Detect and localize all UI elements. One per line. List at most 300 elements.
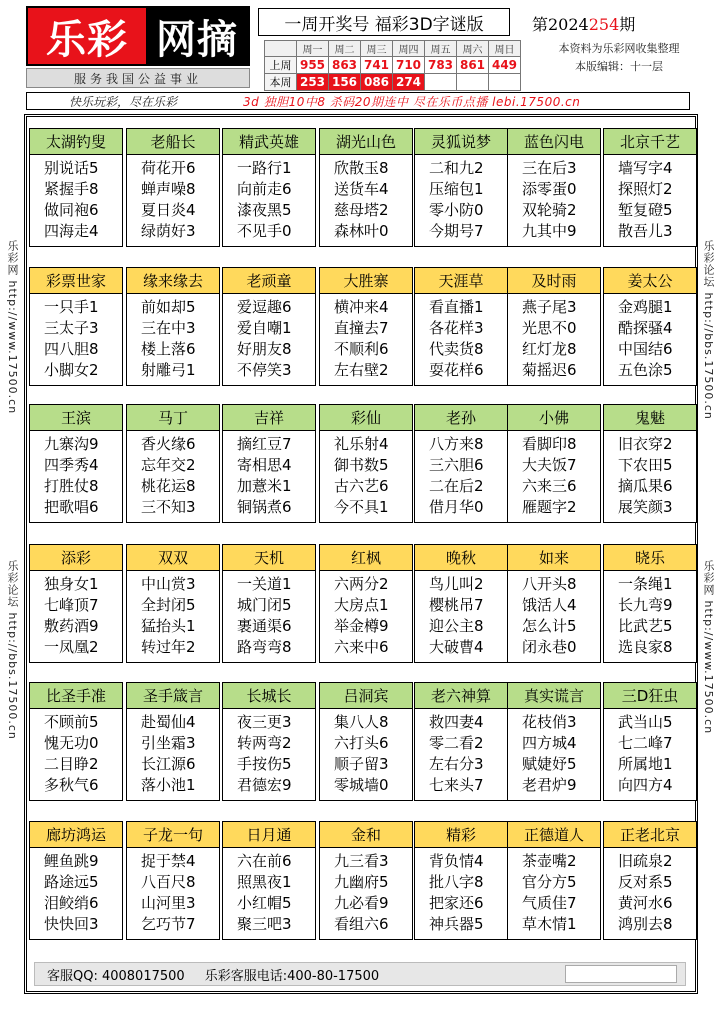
riddle-line: 八方来8: [429, 435, 484, 453]
day-header: 周二: [329, 41, 361, 57]
riddle-card-title: 真实谎言: [508, 683, 600, 709]
day-header: 周四: [393, 41, 425, 57]
riddle-line: 老君炉9: [522, 776, 577, 794]
riddle-card-items: [508, 571, 600, 658]
footer-phone: 乐彩客服电话:400-80-17500: [204, 968, 380, 984]
riddle-line: 裹通渠6: [237, 617, 292, 635]
riddle-card-title: 马丁: [127, 405, 219, 431]
riddle-card-title: 太湖钓叟: [30, 129, 122, 155]
riddle-card: [126, 404, 220, 523]
riddle-card: [319, 544, 413, 663]
riddle-line: 向四方4: [618, 776, 673, 794]
riddle-line: 不顺利6: [334, 340, 389, 358]
riddle-card-items: [604, 155, 696, 242]
riddle-card-title: 比圣手准: [30, 683, 122, 709]
riddle-line: 爱自嘲1: [237, 319, 292, 337]
riddle-card-title: 长城长: [223, 683, 315, 709]
riddle-line: 展笑颜3: [618, 498, 673, 516]
riddle-line: 六来中6: [334, 638, 389, 656]
riddle-card: [603, 404, 697, 523]
riddle-line: 楼上落6: [141, 340, 196, 358]
riddle-card-title: 鬼魅: [604, 405, 696, 431]
riddle-card: [414, 821, 508, 940]
riddle-line: 零城墙0: [334, 776, 389, 794]
riddle-card-title: 老船长: [127, 129, 219, 155]
riddle-line: 山河里3: [141, 894, 196, 912]
riddle-line: 不顾前5: [44, 713, 99, 731]
riddle-line: 背负情4: [429, 852, 484, 870]
riddle-line: 小脚女2: [44, 361, 99, 379]
riddle-card-items: [508, 431, 600, 518]
draw-number: 710: [393, 57, 425, 74]
riddle-card-items: [127, 431, 219, 518]
riddle-line: 迎公主8: [429, 617, 484, 635]
riddle-line: 批八字8: [429, 873, 484, 891]
riddle-card: [319, 128, 413, 247]
riddle-card-title: 子龙一句: [127, 822, 219, 848]
riddle-card-items: [415, 294, 507, 381]
footer-blank-box: [565, 965, 677, 983]
riddle-card-items: [320, 431, 412, 518]
riddle-card-items: [415, 709, 507, 796]
riddle-card-title: 王滨: [30, 405, 122, 431]
riddle-card-title: 蓝色闪电: [508, 129, 600, 155]
riddle-card-items: [30, 294, 122, 381]
riddle-line: 大破曹4: [429, 638, 484, 656]
riddle-line: 茶壶嘴2: [522, 852, 577, 870]
issue-number: [532, 12, 682, 35]
banner-promo-link[interactable]: 3d 独胆10中8 杀码20期连中 尽在乐币点播 lebi.17500.cn: [243, 94, 581, 109]
draw-number: 086: [361, 74, 393, 91]
riddle-card-items: [127, 571, 219, 658]
riddle-line: 二在后2: [429, 477, 484, 495]
riddle-card: [603, 128, 697, 247]
riddle-line: 快快回3: [44, 915, 99, 933]
riddle-card: [603, 544, 697, 663]
riddle-card-title: 双双: [127, 545, 219, 571]
riddle-line: 捉于禁4: [141, 852, 196, 870]
riddle-card-items: [604, 431, 696, 518]
riddle-line: 六打头6: [334, 734, 389, 752]
riddle-line: 直撞去7: [334, 319, 389, 337]
riddle-line: 探照灯2: [618, 180, 673, 198]
banner: [26, 92, 690, 110]
riddle-line: 堑复磴5: [618, 201, 673, 219]
riddle-line: 路途远5: [44, 873, 99, 891]
riddle-card: [222, 128, 316, 247]
riddle-line: 闭永巷0: [522, 638, 577, 656]
riddle-card: [414, 267, 508, 386]
riddle-line: 添零蛋0: [522, 180, 577, 198]
riddle-line: 一路行1: [237, 159, 292, 177]
riddle-line: 长江源6: [141, 755, 196, 773]
source-note: 本资料为乐彩网收集整理: [558, 42, 680, 55]
riddle-line: 落小池1: [141, 776, 196, 794]
riddle-card-title: 姜太公: [604, 268, 696, 294]
riddle-line: 三在后3: [522, 159, 577, 177]
slogan: 服务我国公益事业: [26, 68, 250, 88]
side-text-left-top[interactable]: 乐彩网 http://www.17500.cn: [6, 240, 19, 415]
draw-number: [489, 74, 521, 91]
riddle-line: 看组六6: [334, 915, 389, 933]
editor-note: 本版编辑：十一层: [575, 60, 663, 73]
riddle-line: 零小防0: [429, 201, 484, 219]
riddle-line: 气质佳7: [522, 894, 577, 912]
riddle-card: [222, 267, 316, 386]
draw-number: 274: [393, 74, 425, 91]
riddle-line: 鸿別去8: [618, 915, 673, 933]
riddle-line: 引坐霜3: [141, 734, 196, 752]
riddle-card: [603, 821, 697, 940]
riddle-card-title: 金和: [320, 822, 412, 848]
riddle-card-title: 老孙: [415, 405, 507, 431]
this-week-label: 本周: [265, 74, 297, 91]
riddle-line: 不停笑3: [237, 361, 292, 379]
riddle-line: 九三看3: [334, 852, 389, 870]
riddle-line: 九寨沟9: [44, 435, 99, 453]
riddle-card-items: [320, 709, 412, 796]
day-header: 周五: [425, 41, 457, 57]
riddle-card-title: 老顽童: [223, 268, 315, 294]
riddle-card: [126, 544, 220, 663]
riddle-line: 七来头7: [429, 776, 484, 794]
riddle-card-title: 灵狐说梦: [415, 129, 507, 155]
riddle-card-items: [508, 848, 600, 935]
riddle-line: 前如却5: [141, 298, 196, 316]
riddle-card-items: [127, 848, 219, 935]
riddle-line: 光思不0: [522, 319, 577, 337]
riddle-card-title: 天机: [223, 545, 315, 571]
riddle-line: 横冲来4: [334, 298, 389, 316]
riddle-card: [222, 682, 316, 801]
riddle-line: 旧疏泉2: [618, 852, 673, 870]
riddle-card-items: [127, 294, 219, 381]
riddle-card-title: 彩仙: [320, 405, 412, 431]
riddle-line: 武当山5: [618, 713, 673, 731]
riddle-card-items: [223, 294, 315, 381]
riddle-card: [126, 128, 220, 247]
riddle-card-title: 如来: [508, 545, 600, 571]
riddle-line: 九其中9: [522, 222, 577, 240]
riddle-line: 二目睁2: [44, 755, 99, 773]
riddle-line: 双轮骑2: [522, 201, 577, 219]
riddle-card: [126, 267, 220, 386]
riddle-card-title: 精武英雄: [223, 129, 315, 155]
riddle-line: 零二看2: [429, 734, 484, 752]
draw-number: 449: [489, 57, 521, 74]
riddle-card-items: [320, 848, 412, 935]
riddle-card-title: 及时雨: [508, 268, 600, 294]
riddle-line: 选良家8: [618, 638, 673, 656]
riddle-line: 三不知3: [141, 498, 196, 516]
side-text-right-bottom[interactable]: 乐彩网 http://www.17500.cn: [702, 560, 715, 735]
last-week-label: 上周: [265, 57, 297, 74]
riddle-line: 聚三吧3: [237, 915, 292, 933]
riddle-line: 看脚印8: [522, 435, 577, 453]
riddle-line: 打胜仗8: [44, 477, 99, 495]
riddle-card: [126, 821, 220, 940]
draw-number: 955: [297, 57, 329, 74]
riddle-card-title: 大胜寨: [320, 268, 412, 294]
riddle-line: 顺子留3: [334, 755, 389, 773]
riddle-line: 一关道1: [237, 575, 292, 593]
issue-prefix: 第2024: [532, 15, 589, 34]
riddle-line: 全封闭5: [141, 596, 196, 614]
riddle-card-title: 日月通: [223, 822, 315, 848]
side-text-left-bottom[interactable]: 乐彩论坛 http://bbs.17500.cn: [6, 560, 19, 740]
riddle-card-items: [30, 431, 122, 518]
riddle-line: 代卖货8: [429, 340, 484, 358]
riddle-card-items: [223, 431, 315, 518]
riddle-card-title: 小佛: [508, 405, 600, 431]
riddle-card-items: [127, 155, 219, 242]
day-header: 周一: [297, 41, 329, 57]
draw-number: 156: [329, 74, 361, 91]
riddle-line: 左右壁2: [334, 361, 389, 379]
side-text-right-top[interactable]: 乐彩论坛 http://bbs.17500.cn: [702, 240, 715, 420]
riddle-card: [29, 544, 123, 663]
riddle-line: 三在中3: [141, 319, 196, 337]
issue-suffix: 期: [619, 15, 636, 34]
issue-num: 254: [588, 15, 620, 34]
riddle-line: 把家还6: [429, 894, 484, 912]
draw-number: 783: [425, 57, 457, 74]
riddle-line: 神兵器5: [429, 915, 484, 933]
riddle-line: 大房点1: [334, 596, 389, 614]
riddle-line: 反对系5: [618, 873, 673, 891]
riddle-line: 漆夜黑5: [237, 201, 292, 219]
riddle-line: 八百尺8: [141, 873, 196, 891]
riddle-line: 九必看9: [334, 894, 389, 912]
riddle-line: 欣散玉8: [334, 159, 389, 177]
riddle-card-title: 添彩: [30, 545, 122, 571]
riddle-line: 三太子3: [44, 319, 99, 337]
footer-qq: 客服QQ: 4008017500: [47, 968, 185, 984]
riddle-line: 鲤鱼跳9: [44, 852, 99, 870]
riddle-line: 御书数5: [334, 456, 389, 474]
day-header: 周六: [457, 41, 489, 57]
riddle-line: 紧握手8: [44, 180, 99, 198]
riddle-line: 压缩包1: [429, 180, 484, 198]
riddle-card: [319, 682, 413, 801]
riddle-card-items: [320, 294, 412, 381]
riddle-card-title: 老六神算: [415, 683, 507, 709]
riddle-card-title: 红枫: [320, 545, 412, 571]
riddle-line: 中国结6: [618, 340, 673, 358]
riddle-line: 加薏米1: [237, 477, 292, 495]
riddle-line: 泪鲛绡6: [44, 894, 99, 912]
riddle-line: 绿荫好3: [141, 222, 196, 240]
riddle-line: 小红帽5: [237, 894, 292, 912]
riddle-card: [603, 682, 697, 801]
riddle-line: 旧衣穿2: [618, 435, 673, 453]
riddle-line: 四海走4: [44, 222, 99, 240]
riddle-line: 好朋友8: [237, 340, 292, 358]
riddle-line: 举金樽9: [334, 617, 389, 635]
riddle-card-items: [30, 709, 122, 796]
riddle-line: 独身女1: [44, 575, 99, 593]
day-header: 周三: [361, 41, 393, 57]
riddle-line: 八开头8: [522, 575, 577, 593]
riddle-line: 向前走6: [237, 180, 292, 198]
riddle-line: 古六艺6: [334, 477, 389, 495]
riddle-card-items: [604, 709, 696, 796]
riddle-line: 慈母塔2: [334, 201, 389, 219]
riddle-card-items: [508, 709, 600, 796]
riddle-line: 七峰顶7: [44, 596, 99, 614]
riddle-card: [222, 404, 316, 523]
riddle-line: 夏日炎4: [141, 201, 196, 219]
riddle-card-items: [604, 571, 696, 658]
riddle-line: 下农田5: [618, 456, 673, 474]
riddle-card-items: [604, 848, 696, 935]
riddle-card: [414, 128, 508, 247]
logo-black-part: 网摘: [146, 8, 248, 64]
riddle-card: [29, 821, 123, 940]
riddle-card-title: 精彩: [415, 822, 507, 848]
riddle-card-title: 缘来缘去: [127, 268, 219, 294]
footer-bar: [34, 962, 686, 986]
riddle-card-title: 北京千艺: [604, 129, 696, 155]
riddle-line: 今期号7: [429, 222, 484, 240]
riddle-card: [414, 682, 508, 801]
riddle-card: [222, 544, 316, 663]
riddle-card-items: [415, 431, 507, 518]
riddle-line: 所属地1: [618, 755, 673, 773]
riddle-card-items: [508, 155, 600, 242]
riddle-card-items: [223, 848, 315, 935]
riddle-line: 大夫饭7: [522, 456, 577, 474]
riddle-line: 红灯龙8: [522, 340, 577, 358]
riddle-line: 救四妻4: [429, 713, 484, 731]
riddle-card-title: 圣手箴言: [127, 683, 219, 709]
riddle-line: 蝉声噪8: [141, 180, 196, 198]
riddle-card-items: [508, 294, 600, 381]
riddle-line: 九幽府5: [334, 873, 389, 891]
riddle-line: 摘红豆7: [237, 435, 292, 453]
riddle-card: [126, 682, 220, 801]
riddle-line: 四方城4: [522, 734, 577, 752]
riddle-card-title: 吕洞宾: [320, 683, 412, 709]
riddle-card-items: [415, 571, 507, 658]
riddle-line: 一凤凰2: [44, 638, 99, 656]
riddle-line: 各花样3: [429, 319, 484, 337]
riddle-line: 爱逗趣6: [237, 298, 292, 316]
riddle-line: 夜三更3: [237, 713, 292, 731]
week-draw-table: [264, 40, 521, 91]
riddle-line: 城门闭5: [237, 596, 292, 614]
riddle-card-items: [30, 848, 122, 935]
riddle-card-items: [415, 155, 507, 242]
riddle-line: 樱桃吊7: [429, 596, 484, 614]
riddle-line: 雁题字2: [522, 498, 577, 516]
riddle-card: [319, 404, 413, 523]
riddle-line: 菊摇迟6: [522, 361, 577, 379]
riddle-line: 多秋气6: [44, 776, 99, 794]
riddle-line: 耍花样6: [429, 361, 484, 379]
riddle-line: 君德宏9: [237, 776, 292, 794]
riddle-line: 射雕弓1: [141, 361, 196, 379]
riddle-line: 赴蜀仙4: [141, 713, 196, 731]
riddle-line: 六在前6: [237, 852, 292, 870]
riddle-line: 摘瓜果6: [618, 477, 673, 495]
draw-number: [457, 74, 489, 91]
riddle-card: [507, 682, 601, 801]
riddle-line: 怎么计5: [522, 617, 577, 635]
riddle-card: [507, 267, 601, 386]
riddle-line: 花枝俏3: [522, 713, 577, 731]
logo-red-part: 乐彩: [28, 8, 146, 64]
riddle-line: 长九弯9: [618, 596, 673, 614]
draw-number: 861: [457, 57, 489, 74]
riddle-line: 转两弯2: [237, 734, 292, 752]
riddle-card-title: 天涯草: [415, 268, 507, 294]
riddle-line: 寄相思4: [237, 456, 292, 474]
riddle-card: [507, 128, 601, 247]
riddle-card-title: 晚秋: [415, 545, 507, 571]
riddle-line: 金鸡腿1: [618, 298, 673, 316]
riddle-line: 礼乐射4: [334, 435, 389, 453]
riddle-line: 二和九2: [429, 159, 484, 177]
riddle-line: 黄河水6: [618, 894, 673, 912]
riddle-line: 愧无功0: [44, 734, 99, 752]
riddle-line: 荷花开6: [141, 159, 196, 177]
riddle-line: 六来三6: [522, 477, 577, 495]
draw-number: [425, 74, 457, 91]
riddle-line: 酷探骚4: [618, 319, 673, 337]
draw-number: 741: [361, 57, 393, 74]
riddle-card-items: [30, 155, 122, 242]
riddle-card-items: [415, 848, 507, 935]
corner-cell: [265, 41, 297, 57]
riddle-line: 乞巧节7: [141, 915, 196, 933]
riddle-card-items: [604, 294, 696, 381]
riddle-line: 照黑夜1: [237, 873, 292, 891]
riddle-line: 散吾儿3: [618, 222, 673, 240]
riddle-card-title: 正老北京: [604, 822, 696, 848]
riddle-card: [414, 404, 508, 523]
riddle-line: 一条绳1: [618, 575, 673, 593]
riddle-card-title: 吉祥: [223, 405, 315, 431]
riddle-card: [603, 267, 697, 386]
day-header: 周日: [489, 41, 521, 57]
riddle-line: 做同袍6: [44, 201, 99, 219]
riddle-line: 猛抬头1: [141, 617, 196, 635]
riddle-card-items: [223, 155, 315, 242]
riddle-line: 铜锅煮6: [237, 498, 292, 516]
draw-number: 253: [297, 74, 329, 91]
riddle-card-items: [127, 709, 219, 796]
week-title: 一周开奖号 福彩3D字谜版: [258, 8, 510, 36]
draw-number: 863: [329, 57, 361, 74]
riddle-line: 墙写字4: [618, 159, 673, 177]
riddle-card-items: [223, 571, 315, 658]
riddle-card: [507, 544, 601, 663]
riddle-line: 燕子尾3: [522, 298, 577, 316]
riddle-line: 转过年2: [141, 638, 196, 656]
riddle-card: [507, 404, 601, 523]
riddle-card-title: 湖光山色: [320, 129, 412, 155]
riddle-card-items: [30, 571, 122, 658]
riddle-card: [29, 682, 123, 801]
riddle-card: [29, 267, 123, 386]
riddle-line: 忘年交2: [141, 456, 196, 474]
riddle-line: 森林叶0: [334, 222, 389, 240]
riddle-line: 一只手1: [44, 298, 99, 316]
riddle-line: 桃花运8: [141, 477, 196, 495]
riddle-card-title: 正德道人: [508, 822, 600, 848]
riddle-card-items: [223, 709, 315, 796]
